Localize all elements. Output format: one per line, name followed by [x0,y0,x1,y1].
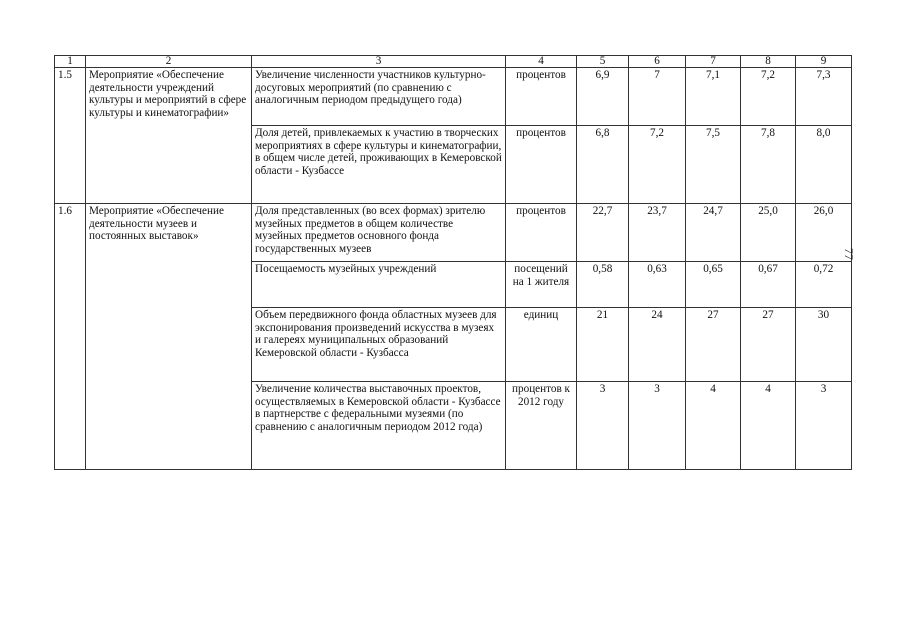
value-cell: 6,8 [577,126,629,204]
header-cell: 8 [741,56,796,68]
value-cell: 21 [577,308,629,382]
indicators-table [54,55,852,470]
value-cell: 3 [629,382,686,470]
indicator-unit: процентов [506,204,577,262]
header-cell: 6 [629,56,686,68]
header-cell: 2 [86,56,252,68]
value-cell: 3 [796,382,852,470]
event-name: Мероприятие «Обеспечение деятельности музеев и постоянных выставок» [86,204,252,470]
value-cell: 4 [741,382,796,470]
value-cell: 6,9 [577,68,629,126]
value-cell: 7,2 [629,126,686,204]
value-cell: 7,1 [686,68,741,126]
header-cell: 4 [506,56,577,68]
value-cell: 24,7 [686,204,741,262]
value-cell: 23,7 [629,204,686,262]
row-id: 1.6 [55,204,86,470]
header-cell: 1 [55,56,86,68]
header-cell: 3 [252,56,506,68]
value-cell: 22,7 [577,204,629,262]
value-cell: 0,72 [796,262,852,308]
indicator-name: Доля детей, привлекаемых к участию в творческих мероприятиях в сфере культуры и кинематографии, в общем числе детей, проживающих в Кемеровской области - Кузбассе [252,126,506,204]
indicator-name: Объем передвижного фонда областных музеев для экспонирования произведений искусства в музеях и галереях муниципальных образований Кемеровской области - Кузбасса [252,308,506,382]
header-cell: 9 [796,56,852,68]
value-cell: 3 [577,382,629,470]
value-cell: 26,0 [796,204,852,262]
indicator-unit: процентов [506,68,577,126]
event-name: Мероприятие «Обеспечение деятельности учреждений культуры и мероприятий в сфере культуры и кинематографии» [86,68,252,204]
row-id: 1.5 [55,68,86,204]
value-cell: 7,8 [741,126,796,204]
value-cell: 7 [629,68,686,126]
value-cell: 27 [741,308,796,382]
indicator-unit: процентов [506,126,577,204]
indicator-name: Увеличение численности участников культурно-досуговых мероприятий (по сравнению с аналогичным периодом предыдущего года) [252,68,506,126]
value-cell: 7,2 [741,68,796,126]
indicator-unit: единиц [506,308,577,382]
value-cell: 0,65 [686,262,741,308]
value-cell: 27 [686,308,741,382]
indicator-name: Посещаемость музейных учреждений [252,262,506,308]
value-cell: 24 [629,308,686,382]
value-cell: 30 [796,308,852,382]
header-cell: 7 [686,56,741,68]
value-cell: 7,5 [686,126,741,204]
table-row [55,204,852,262]
indicator-unit: процентов к 2012 году [506,382,577,470]
indicator-name: Доля представленных (во всех формах) зрителю музейных предметов в общем количестве музейных предметов основного фонда государственных музеев [252,204,506,262]
indicator-name: Увеличение количества выставочных проектов, осуществляемых в Кемеровской области - Кузбассе в партнерстве с федеральными музеями (по сравнению с аналогичным периодом 2012 года) [252,382,506,470]
table-row [55,68,852,126]
value-cell: 8,0 [796,126,852,204]
value-cell: 0,67 [741,262,796,308]
header-row [55,56,852,68]
value-cell: 0,63 [629,262,686,308]
indicator-unit: посещений на 1 жителя [506,262,577,308]
value-cell: 25,0 [741,204,796,262]
page-number: 77 [842,248,856,260]
value-cell: 7,3 [796,68,852,126]
value-cell: 0,58 [577,262,629,308]
value-cell: 4 [686,382,741,470]
header-cell: 5 [577,56,629,68]
